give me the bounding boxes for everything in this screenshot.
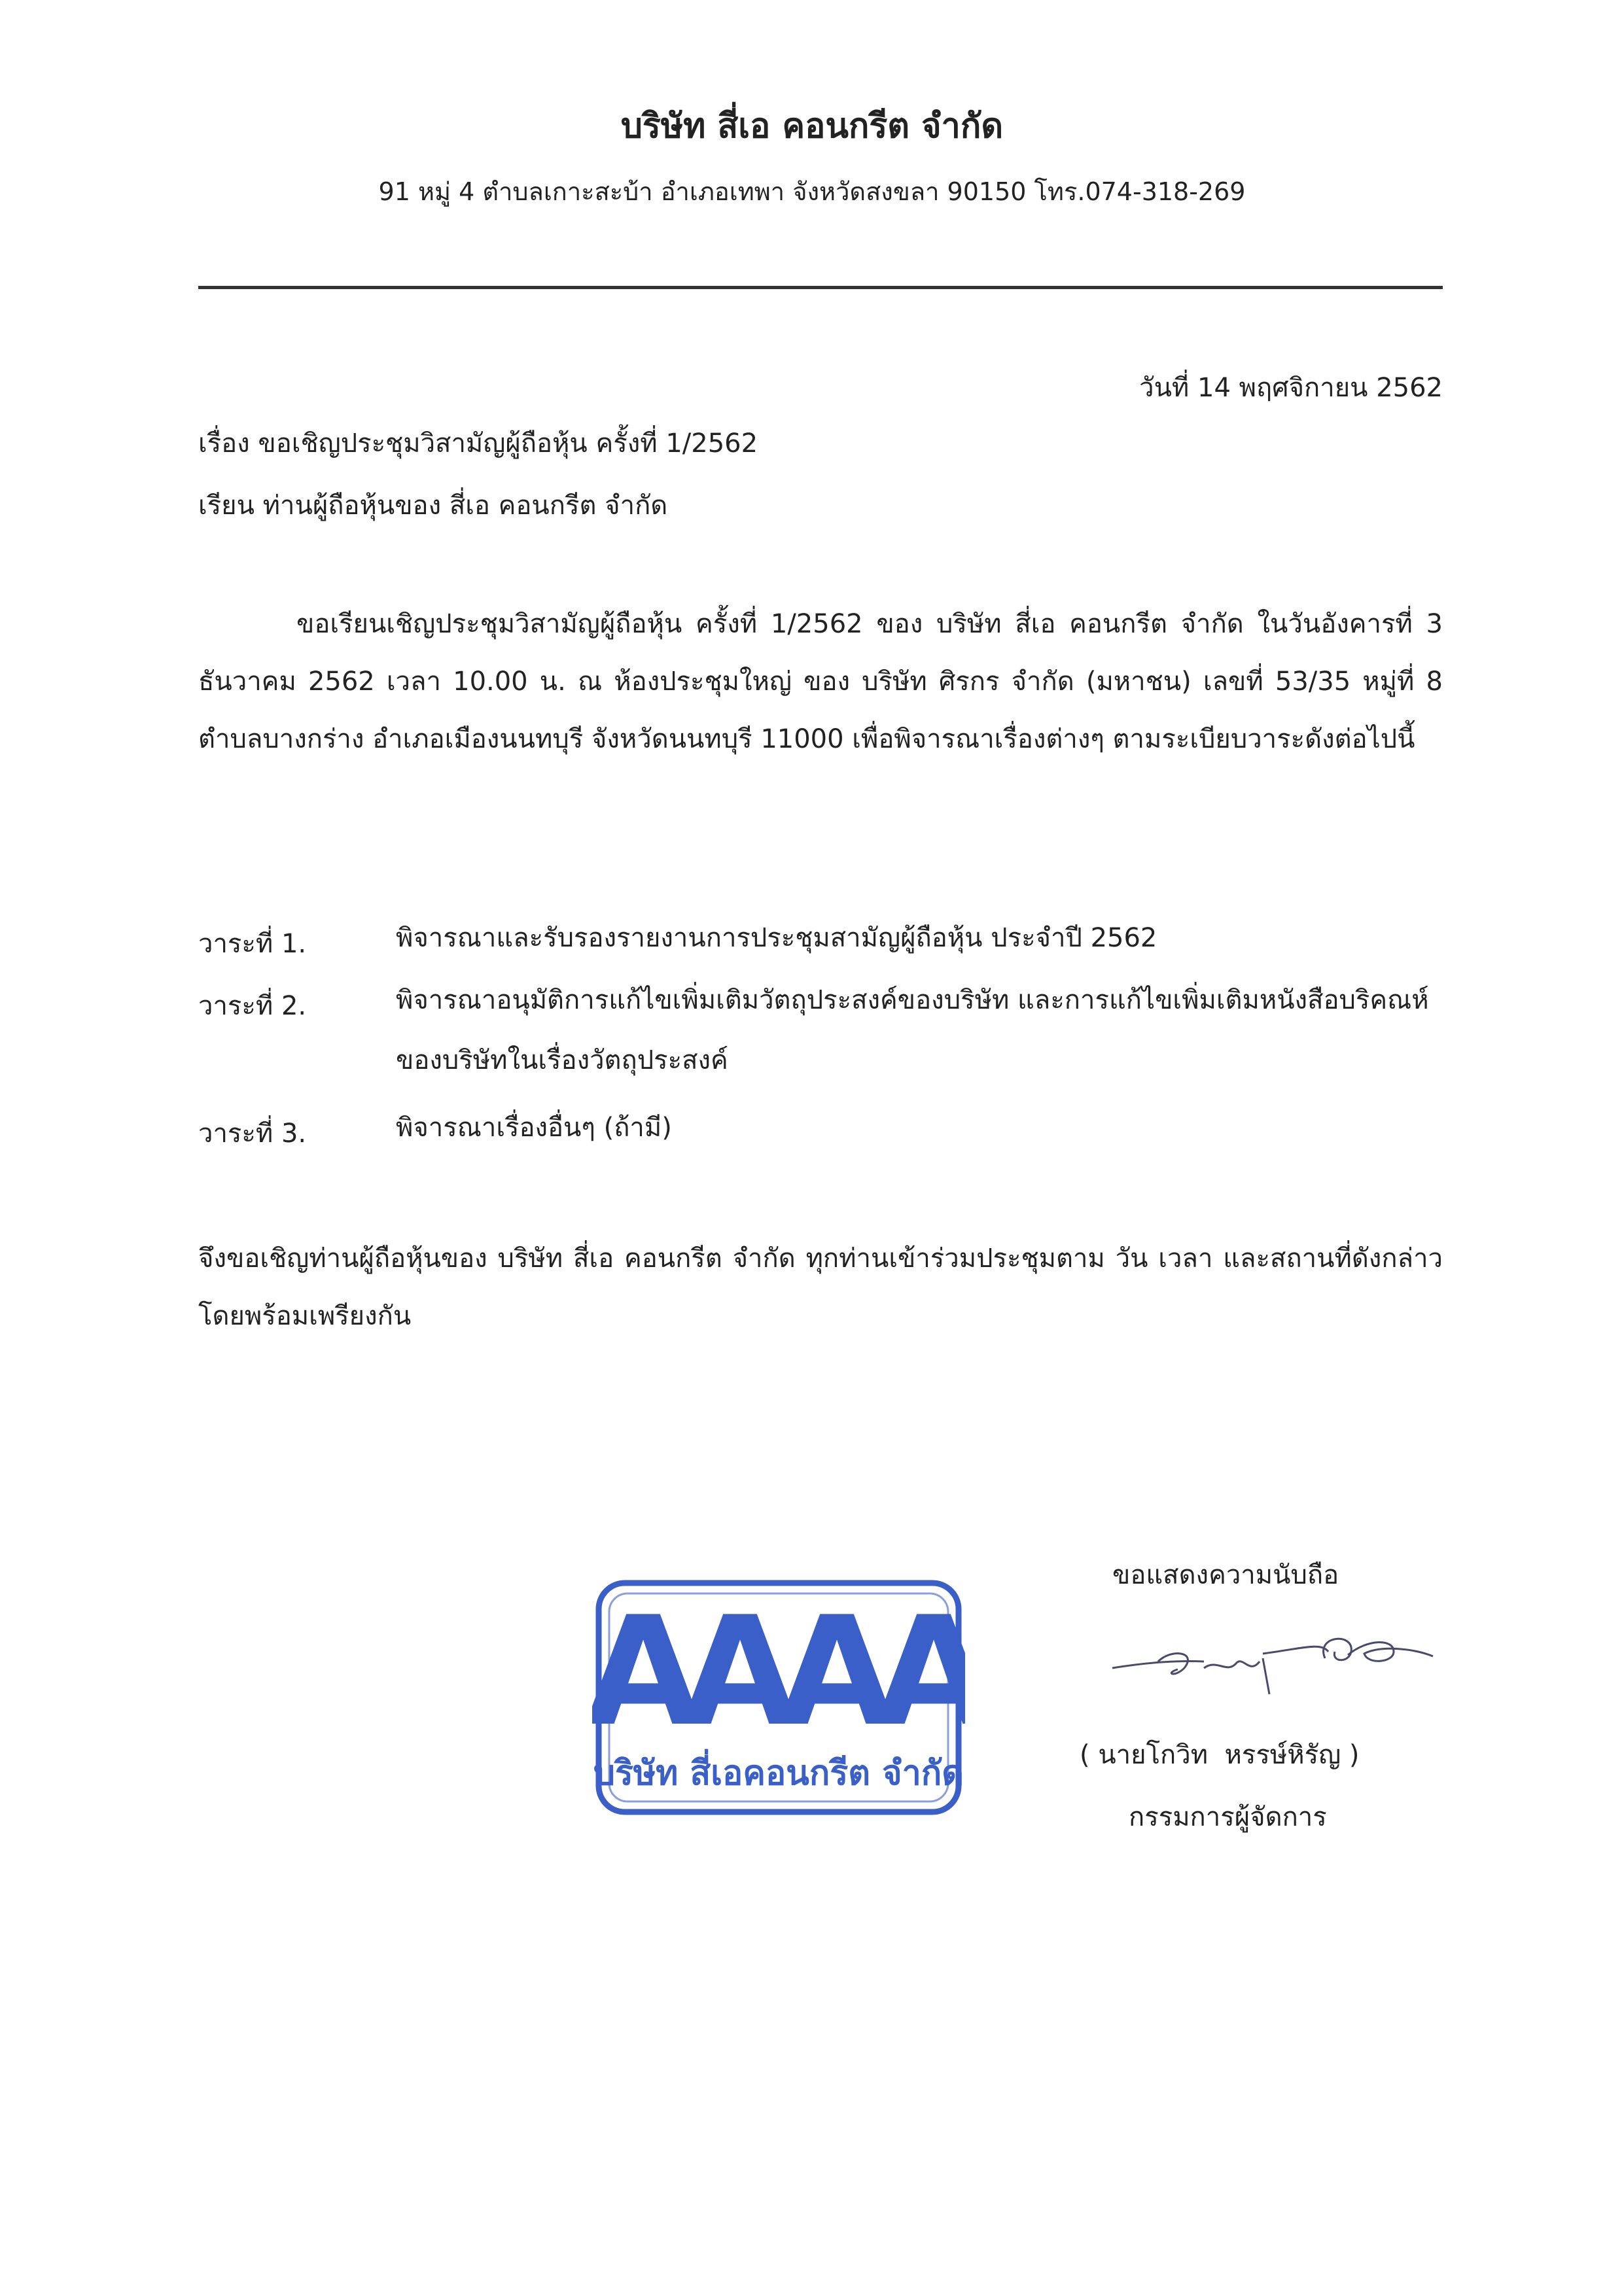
invitation-paragraph: จึงขอเชิญท่านผู้ถือหุ้นของ บริษัท สี่เอ คอนกรีต จำกัด ทุกท่านเข้าร่วมประชุมตาม วัน เวลา และสถานที่ดังกล่าว โดยพร้อมเพรียงกัน bbox=[198, 1244, 1443, 1331]
closing-salutation: ขอแสดงความนับถือ bbox=[1112, 1560, 1339, 1590]
agenda-text-2: พิจารณาอนุมัติการแก้ไขเพิ่มเติมวัตถุประสงค์ของบริษัท และการแก้ไขเพิ่มเติมหนังสือบริคณห์ของบริษัทในเรื่องวัตถุประสงค์ bbox=[396, 985, 1429, 1075]
signatory-position: กรรมการผู้จัดการ bbox=[1129, 1802, 1327, 1832]
agenda-text-3: พิจารณาเรื่องอื่นๆ (ถ้ามี) bbox=[396, 1113, 672, 1143]
agenda-label-3: วาระที่ 3. bbox=[198, 1119, 307, 1149]
recipient-line: เรียน ท่านผู้ถือหุ้นของ สี่เอ คอนกรีต จำกัด bbox=[198, 491, 668, 521]
intro-paragraph: ขอเรียนเชิญประชุมวิสามัญผู้ถือหุ้น ครั้งที่ 1/2562 ของ บริษัท สี่เอ คอนกรีต จำกัด ในวันอังคารที่ 3 ธันวาคม 2562 เวลา 10.00 น. ณ ห้องประชุมใหญ่ ของ บริษัท ศิรกร จำกัด (มหาชน) เลขที่ 53/35 หมู่ที่ 8 ตำบลบางกร่าง อำเภอเมืองนนทบุรี จังหวัดนนทบุรี 11000 เพื่อพิจารณาเรื่องต่างๆ ตามระเบียบวาระดังต่อไปนี้ bbox=[198, 609, 1443, 754]
stamp-logo-text: AAAA bbox=[592, 1585, 965, 1760]
stamp-caption: บริษัท สี่เอคอนกรีต จำกัด bbox=[593, 1754, 964, 1793]
letter-date: วันที่ 14 พฤศจิกายน 2562 bbox=[1139, 373, 1443, 403]
company-name: บริษัท สี่เอ คอนกรีต จำกัด bbox=[620, 107, 1004, 146]
subject-line: เรื่อง ขอเชิญประชุมวิสามัญผู้ถือหุ้น ครั้งที่ 1/2562 bbox=[198, 428, 758, 459]
company-address: 91 หมู่ 4 ตำบลเกาะสะบ้า อำเภอเทพา จังหวัดสงขลา 90150 โทร.074-318-269 bbox=[378, 177, 1246, 206]
signatory-name: ( นายโกวิท หรรษ์หิรัญ ) bbox=[1080, 1740, 1360, 1770]
agenda-label-2: วาระที่ 2. bbox=[198, 991, 307, 1021]
agenda-label-1: วาระที่ 1. bbox=[198, 929, 307, 959]
company-stamp bbox=[592, 1576, 965, 1818]
signature bbox=[1106, 1622, 1446, 1707]
agenda-text-1: พิจารณาและรับรองรายงานการประชุมสามัญผู้ถือหุ้น ประจำปี 2562 bbox=[396, 923, 1157, 953]
stamp-graphic bbox=[592, 1576, 965, 1818]
header-divider bbox=[198, 286, 1443, 289]
